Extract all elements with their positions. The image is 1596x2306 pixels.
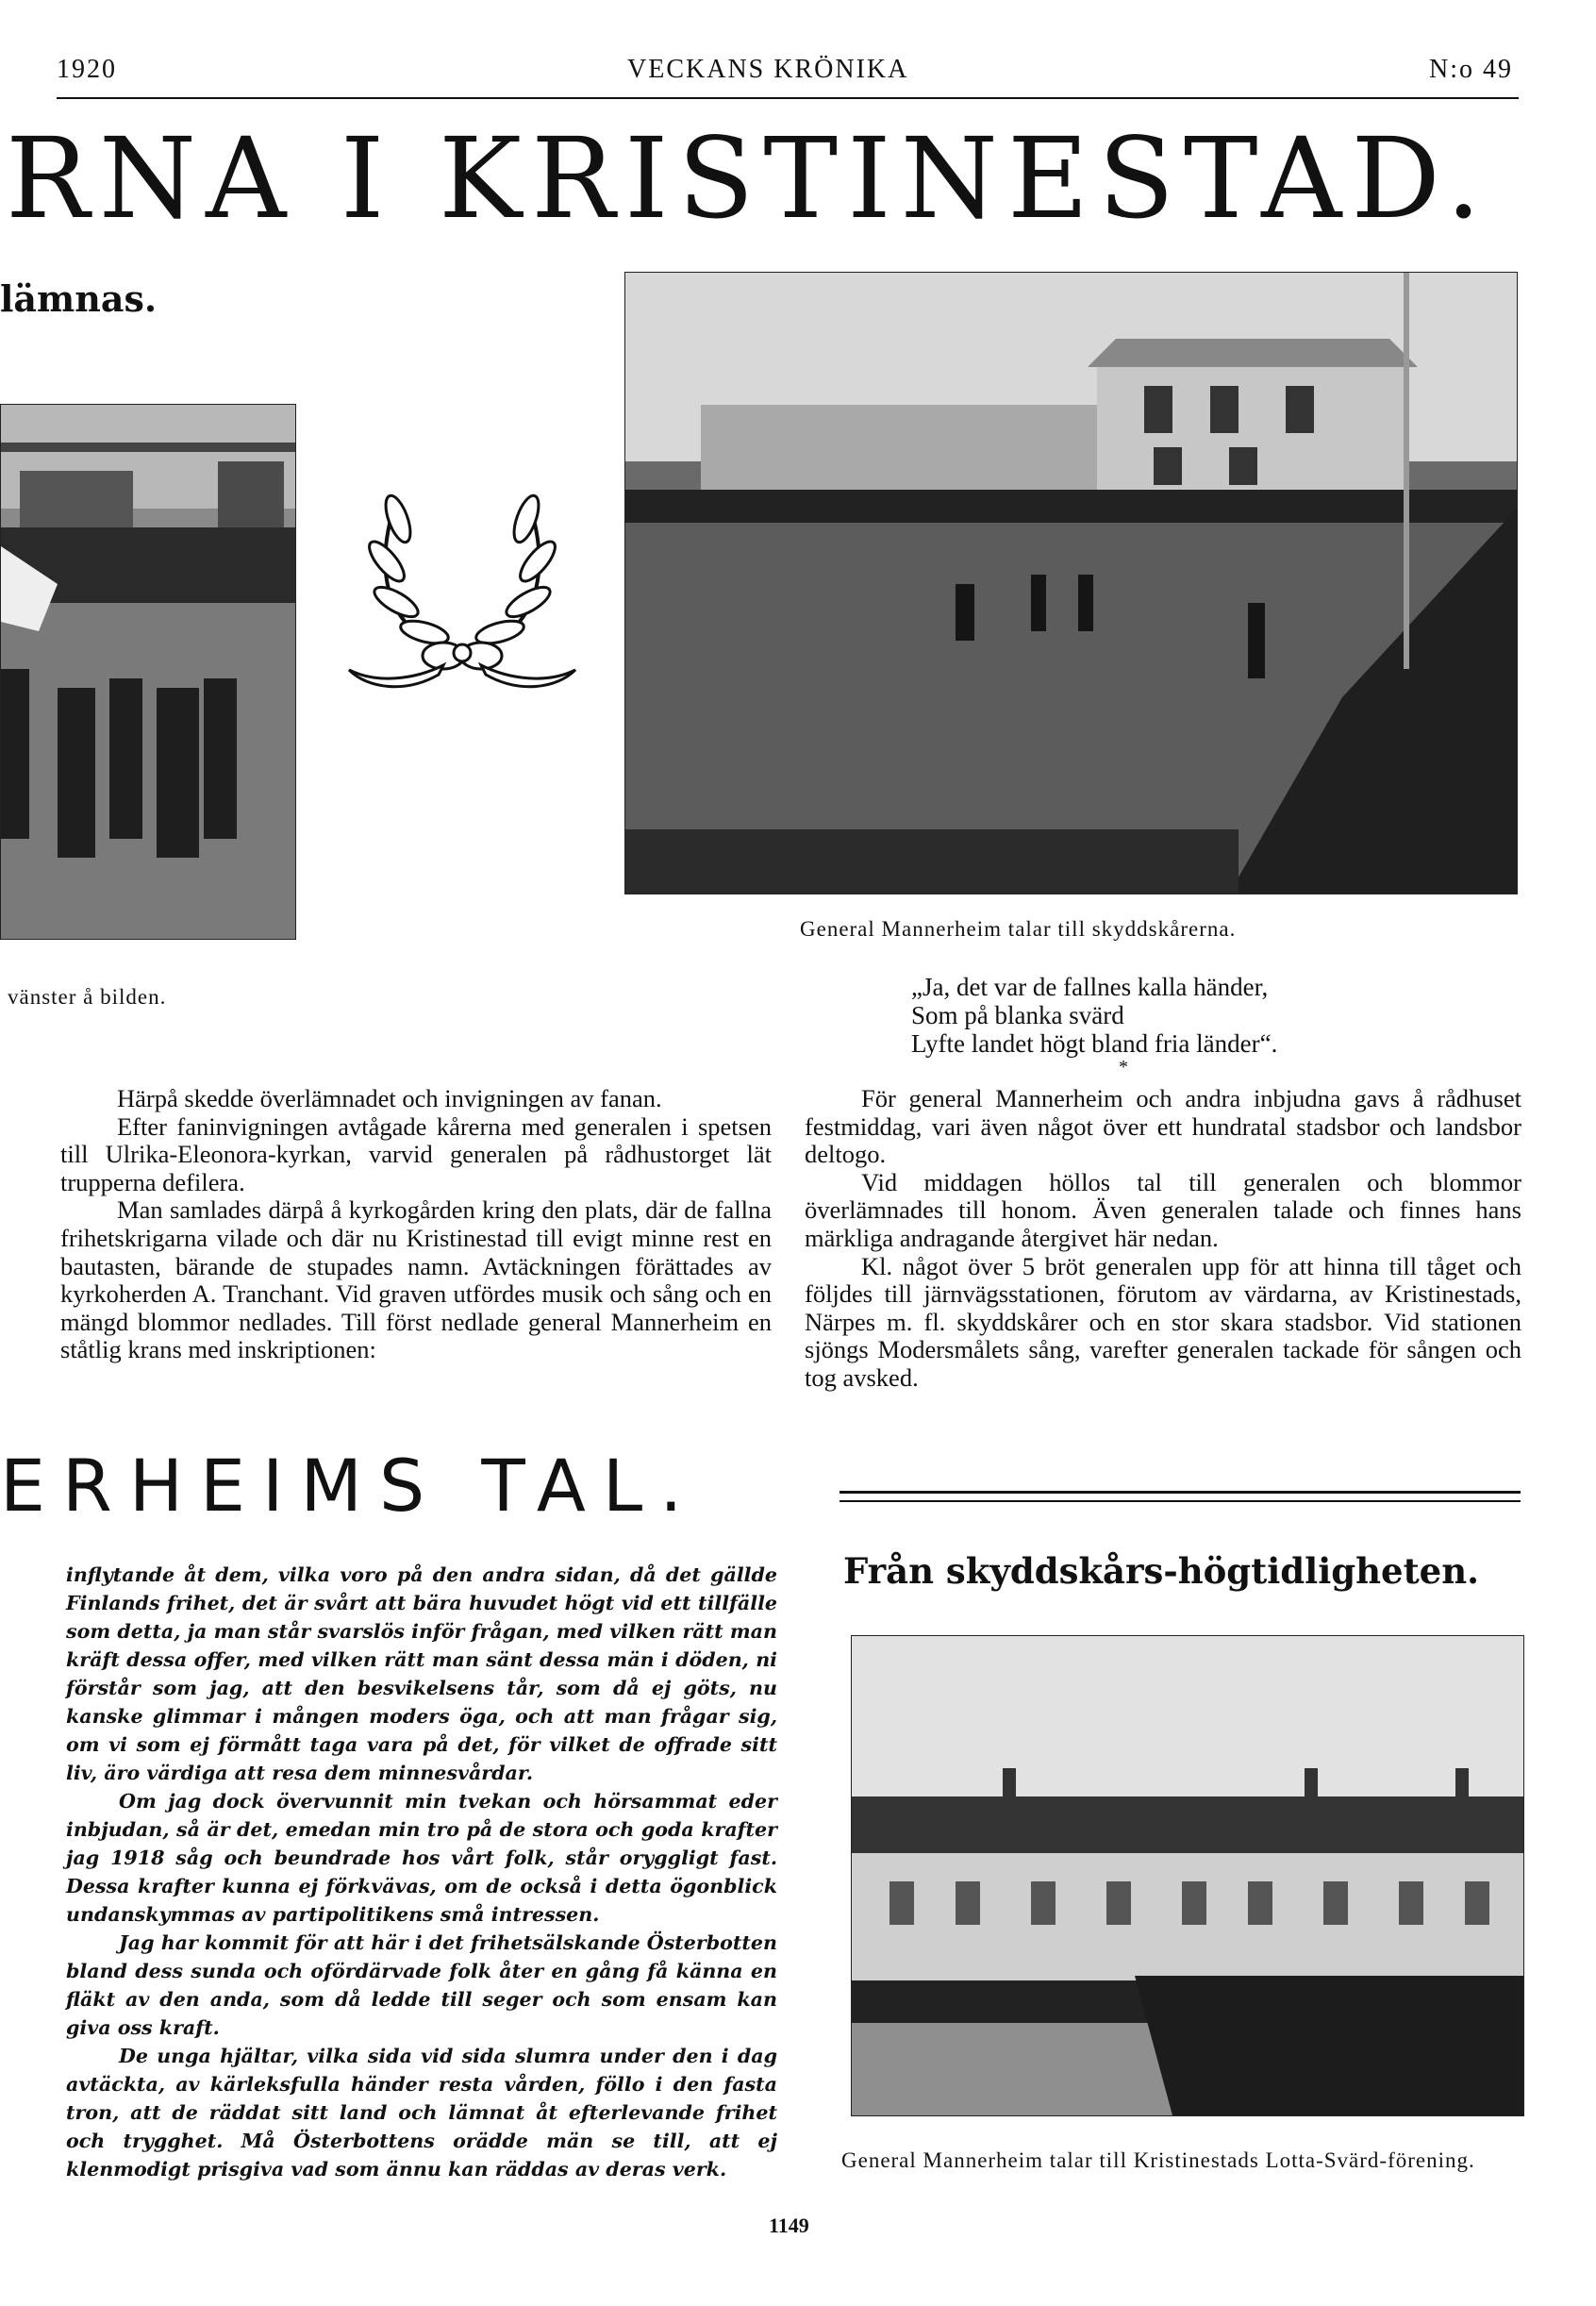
speech-heading: ERHEIMS TAL. <box>0 1444 700 1528</box>
paragraph: För general Mannerheim och andra inbjudna gavs å rådhuset festmiddag, vari även något över ett hundratal stadsbor och landsbor deltogo. <box>805 1084 1521 1169</box>
paragraph: Vid middagen höllos tal till generalen och blommor överlämnades till honom. Även generalen talade och finnes hans märkliga andragande återgivet här nedan. <box>805 1167 1521 1252</box>
section-separator-asterisk: * <box>1119 1057 1128 1078</box>
double-rule-top <box>840 1491 1521 1494</box>
paragraph: Jag har kommit för att här i det frihetsälskande Österbotten bland dess sunda och ofördärvade folk åter en gång få känna en fläkt av den anda, som då ledde till seger och som ensam kan giva oss kraft. <box>66 1931 777 2039</box>
headline: RNA I KRISTINESTAD. <box>6 113 1491 243</box>
double-rule-bottom <box>840 1500 1521 1502</box>
laurel-wreath-icon <box>340 481 585 708</box>
paragraph: inflytande åt dem, vilka voro på den andra sidan, då det gällde Finlands frihet, det är svårt att bära huvudet högt vid ett tillfälle som detta, ja man står svarslös inför frågan, med vilken rätt man kräft dessa offer, med vilken rätt man sänt dessa män i döden, ni förstår som jag, att den besvikelsens tår, som då ej göts, nu kanske glimmar i mången moders öga, och att man frågar sig, om vi som ej förmått taga vara på det, för vilket de offrade sitt liv, äro värdiga att resa dem minnesvårdar. <box>66 1563 777 1784</box>
subheadline: lämnas. <box>0 277 158 320</box>
caption-right-photo: General Mannerheim talar till skyddskårerna. <box>800 917 1237 941</box>
issue-number: N:o 49 <box>1429 55 1513 84</box>
wreath-inscription-poem <box>911 973 1277 1058</box>
square-crowd-image <box>625 273 1517 894</box>
caption-bottom-photo: General Mannerheim talar till Kristinestads Lotta-Svärd-förening. <box>841 2148 1475 2172</box>
paragraph: Efter faninvigningen avtågade kårerna med generalen i spetsen till Ulrika-Eleonora-kyrkan, varvid generalen på rådhustorget lät trupperna defilera. <box>60 1111 772 1196</box>
header-rule <box>57 97 1519 99</box>
speech-text <box>66 1561 777 2183</box>
poem-line: Lyfte landet högt bland fria länder“. <box>911 1029 1278 1058</box>
issue-year: 1920 <box>57 55 117 84</box>
paragraph: De unga hjältar, vilka sida vid sida slumra under den i dag avtäckta, av kärleksfulla händer resta vården, föllo i den fasta tron, att de räddat sitt land och lämnat åt efterlevande frihet och trygghet. Må Österbottens orädde män se till, att ej klenmodigt prisgiva vad som ännu kan räddas av deras verk. <box>66 2045 777 2181</box>
caption-left-photo: vänster å bilden. <box>8 985 167 1009</box>
publication-title: VECKANS KRÖNIKA <box>627 55 909 84</box>
paragraph: Härpå skedde överlämnadet och invigningen av fanan. <box>117 1084 662 1112</box>
poem-line: „Ja, det var de fallnes kalla händer, <box>911 973 1269 1001</box>
poem-line: Som på blanka svärd <box>911 1001 1124 1029</box>
parade-photo-left <box>0 404 296 940</box>
mannerheim-speaking-photo <box>624 272 1518 894</box>
paragraph: Man samlades därpå å kyrkogården kring den plats, där de fallna frihetskrigarna vilade och där nu Kristinestad till evigt minne rest en bautasten, bärande de stupades namn. Avtäckningen förättades av kyrkoherden A. Tranchant. Vid graven utfördes musik och sång och en mängd blommor nedlades. Till först nedlade general Mannerheim en ståtlig krans med inskriptionen: <box>60 1195 772 1364</box>
town-hall-crowd-image <box>852 1636 1523 2115</box>
paragraph: Om jag dock övervunnit min tvekan och hörsammat eder inbjudan, så är det, emedan min tro på de stora och goda krafter jag 1918 såg och beundrade hos vårt folk, står oryggligt fast. Dessa krafter kunna ej förkvävas, om de också i detta ögonblick undanskymmas av partipolitikens små intressen. <box>66 1790 777 1926</box>
right-column-text <box>805 1085 1521 1393</box>
page-number: 1149 <box>769 2214 809 2237</box>
section-heading: Från skyddskårs-högtidligheten. <box>843 1550 1480 1592</box>
lotta-svard-photo <box>851 1635 1524 2116</box>
paragraph: Kl. något över 5 bröt generalen upp för att hinna till tåget och följdes till järnvägsstationen, förutom av värdarna, av Kristinestads, Närpes m. fl. skyddskårer och en stor skara stadsbor. Vid stationen sjöngs Modersmålets sång, varefter generalen tackade för sången och tog avsked. <box>805 1251 1521 1392</box>
left-column-text <box>60 1085 772 1364</box>
parade-photo-left-image <box>1 405 295 939</box>
